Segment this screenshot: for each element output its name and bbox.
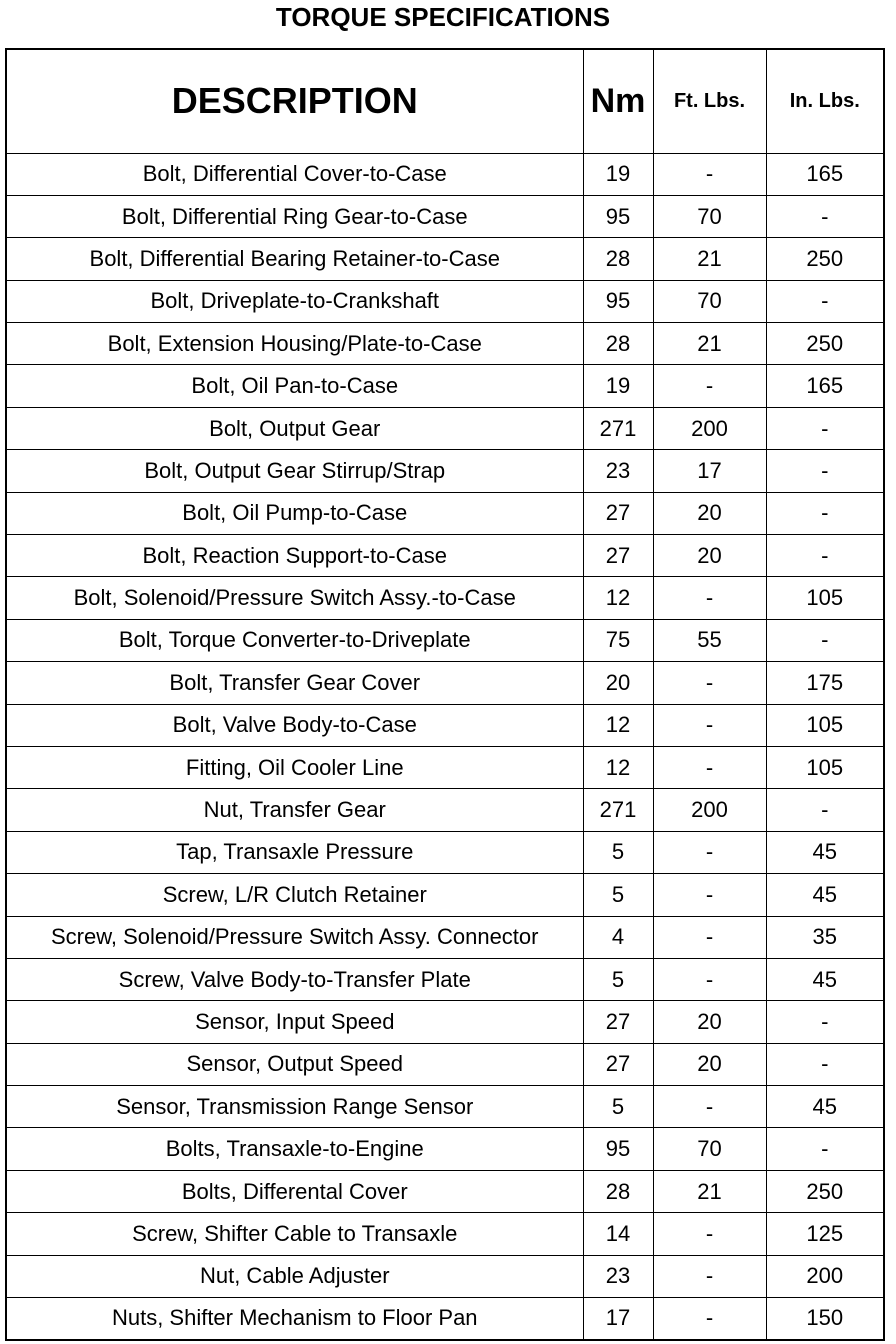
table-row <box>6 704 884 746</box>
table-row <box>6 958 884 1000</box>
cell-nm: 14 <box>583 1213 653 1255</box>
cell-description: Screw, Shifter Cable to Transaxle <box>6 1213 583 1255</box>
table-row <box>6 916 884 958</box>
cell-nm: 95 <box>583 280 653 322</box>
cell-ft-lbs: 70 <box>653 280 766 322</box>
torque-spec-table <box>5 48 885 1341</box>
table-row <box>6 323 884 365</box>
cell-description: Bolt, Solenoid/Pressure Switch Assy.-to-Case <box>6 577 583 619</box>
cell-ft-lbs: - <box>653 831 766 873</box>
column-header-description: DESCRIPTION <box>6 49 583 153</box>
cell-nm: 75 <box>583 619 653 661</box>
cell-ft-lbs: - <box>653 365 766 407</box>
cell-ft-lbs: - <box>653 704 766 746</box>
table-row <box>6 238 884 280</box>
cell-description: Bolts, Transaxle-to-Engine <box>6 1128 583 1170</box>
table-row <box>6 1255 884 1297</box>
cell-in-lbs: 150 <box>766 1298 884 1340</box>
column-header-nm: Nm <box>583 49 653 153</box>
cell-nm: 271 <box>583 407 653 449</box>
cell-nm: 12 <box>583 746 653 788</box>
column-header-in-lbs: In. Lbs. <box>766 49 884 153</box>
cell-ft-lbs: 55 <box>653 619 766 661</box>
cell-description: Sensor, Input Speed <box>6 1001 583 1043</box>
table-row <box>6 1213 884 1255</box>
cell-ft-lbs: 21 <box>653 238 766 280</box>
table-row <box>6 831 884 873</box>
cell-in-lbs: - <box>766 789 884 831</box>
cell-in-lbs: 250 <box>766 1170 884 1212</box>
cell-in-lbs: 45 <box>766 831 884 873</box>
cell-nm: 28 <box>583 238 653 280</box>
cell-in-lbs: 165 <box>766 365 884 407</box>
cell-ft-lbs: - <box>653 1086 766 1128</box>
cell-description: Screw, Solenoid/Pressure Switch Assy. Connector <box>6 916 583 958</box>
cell-ft-lbs: - <box>653 958 766 1000</box>
cell-ft-lbs: - <box>653 916 766 958</box>
cell-nm: 27 <box>583 1043 653 1085</box>
cell-in-lbs: - <box>766 619 884 661</box>
cell-in-lbs: 45 <box>766 1086 884 1128</box>
cell-in-lbs: 175 <box>766 662 884 704</box>
table-row <box>6 280 884 322</box>
cell-description: Bolt, Torque Converter-to-Driveplate <box>6 619 583 661</box>
cell-nm: 12 <box>583 577 653 619</box>
cell-in-lbs: 165 <box>766 153 884 195</box>
table-row <box>6 1086 884 1128</box>
cell-nm: 12 <box>583 704 653 746</box>
table-row <box>6 874 884 916</box>
table-row <box>6 365 884 407</box>
cell-in-lbs: 105 <box>766 704 884 746</box>
cell-ft-lbs: 20 <box>653 1001 766 1043</box>
cell-in-lbs: - <box>766 1128 884 1170</box>
cell-description: Bolt, Oil Pump-to-Case <box>6 492 583 534</box>
cell-nm: 4 <box>583 916 653 958</box>
cell-in-lbs: 125 <box>766 1213 884 1255</box>
cell-description: Bolt, Differential Ring Gear-to-Case <box>6 195 583 237</box>
cell-in-lbs: - <box>766 1043 884 1085</box>
table-row <box>6 1170 884 1212</box>
cell-description: Nuts, Shifter Mechanism to Floor Pan <box>6 1298 583 1340</box>
cell-ft-lbs: 17 <box>653 450 766 492</box>
cell-description: Bolt, Output Gear <box>6 407 583 449</box>
cell-nm: 5 <box>583 874 653 916</box>
cell-nm: 19 <box>583 365 653 407</box>
cell-ft-lbs: 20 <box>653 1043 766 1085</box>
cell-in-lbs: - <box>766 535 884 577</box>
cell-nm: 23 <box>583 450 653 492</box>
table-row <box>6 153 884 195</box>
cell-ft-lbs: - <box>653 874 766 916</box>
cell-in-lbs: - <box>766 1001 884 1043</box>
table-body <box>6 153 884 1340</box>
table-row <box>6 1001 884 1043</box>
table-row <box>6 195 884 237</box>
table-row <box>6 1298 884 1340</box>
cell-nm: 23 <box>583 1255 653 1297</box>
table-row <box>6 407 884 449</box>
cell-description: Nut, Cable Adjuster <box>6 1255 583 1297</box>
cell-in-lbs: 250 <box>766 238 884 280</box>
cell-nm: 95 <box>583 195 653 237</box>
cell-nm: 5 <box>583 1086 653 1128</box>
table-row <box>6 619 884 661</box>
cell-ft-lbs: - <box>653 662 766 704</box>
cell-in-lbs: 250 <box>766 323 884 365</box>
cell-ft-lbs: 21 <box>653 1170 766 1212</box>
cell-description: Sensor, Output Speed <box>6 1043 583 1085</box>
cell-ft-lbs: 200 <box>653 789 766 831</box>
page-title: TORQUE SPECIFICATIONS <box>275 2 611 32</box>
cell-nm: 28 <box>583 323 653 365</box>
cell-ft-lbs: - <box>653 1213 766 1255</box>
cell-description: Bolt, Extension Housing/Plate-to-Case <box>6 323 583 365</box>
cell-in-lbs: - <box>766 407 884 449</box>
table-row <box>6 535 884 577</box>
cell-ft-lbs: - <box>653 153 766 195</box>
cell-in-lbs: 45 <box>766 958 884 1000</box>
column-header-ft-lbs: Ft. Lbs. <box>653 49 766 153</box>
cell-description: Screw, L/R Clutch Retainer <box>6 874 583 916</box>
cell-nm: 27 <box>583 1001 653 1043</box>
table-row <box>6 450 884 492</box>
cell-nm: 271 <box>583 789 653 831</box>
cell-description: Bolt, Differential Bearing Retainer-to-Case <box>6 238 583 280</box>
cell-description: Sensor, Transmission Range Sensor <box>6 1086 583 1128</box>
cell-description: Bolt, Driveplate-to-Crankshaft <box>6 280 583 322</box>
table-row <box>6 577 884 619</box>
table-row <box>6 1043 884 1085</box>
cell-description: Bolts, Differental Cover <box>6 1170 583 1212</box>
cell-description: Fitting, Oil Cooler Line <box>6 746 583 788</box>
cell-description: Nut, Transfer Gear <box>6 789 583 831</box>
cell-description: Bolt, Output Gear Stirrup/Strap <box>6 450 583 492</box>
cell-nm: 27 <box>583 535 653 577</box>
cell-nm: 5 <box>583 831 653 873</box>
cell-in-lbs: 105 <box>766 746 884 788</box>
cell-in-lbs: - <box>766 450 884 492</box>
cell-ft-lbs: - <box>653 1255 766 1297</box>
cell-ft-lbs: 21 <box>653 323 766 365</box>
cell-ft-lbs: 20 <box>653 492 766 534</box>
cell-nm: 28 <box>583 1170 653 1212</box>
cell-in-lbs: 105 <box>766 577 884 619</box>
table-header-row <box>6 49 884 153</box>
table-row <box>6 746 884 788</box>
cell-in-lbs: 45 <box>766 874 884 916</box>
cell-description: Bolt, Reaction Support-to-Case <box>6 535 583 577</box>
cell-in-lbs: - <box>766 195 884 237</box>
cell-ft-lbs: 200 <box>653 407 766 449</box>
table-row <box>6 789 884 831</box>
cell-ft-lbs: 70 <box>653 1128 766 1170</box>
cell-description: Tap, Transaxle Pressure <box>6 831 583 873</box>
table-row <box>6 492 884 534</box>
table-row <box>6 662 884 704</box>
table-row <box>6 1128 884 1170</box>
cell-description: Bolt, Differential Cover-to-Case <box>6 153 583 195</box>
cell-nm: 5 <box>583 958 653 1000</box>
cell-description: Bolt, Valve Body-to-Case <box>6 704 583 746</box>
cell-nm: 27 <box>583 492 653 534</box>
cell-ft-lbs: - <box>653 1298 766 1340</box>
cell-nm: 19 <box>583 153 653 195</box>
cell-in-lbs: 200 <box>766 1255 884 1297</box>
cell-nm: 17 <box>583 1298 653 1340</box>
cell-description: Bolt, Oil Pan-to-Case <box>6 365 583 407</box>
cell-in-lbs: 35 <box>766 916 884 958</box>
cell-ft-lbs: - <box>653 577 766 619</box>
cell-in-lbs: - <box>766 280 884 322</box>
cell-nm: 20 <box>583 662 653 704</box>
cell-ft-lbs: 20 <box>653 535 766 577</box>
cell-in-lbs: - <box>766 492 884 534</box>
cell-description: Screw, Valve Body-to-Transfer Plate <box>6 958 583 1000</box>
cell-description: Bolt, Transfer Gear Cover <box>6 662 583 704</box>
cell-ft-lbs: 70 <box>653 195 766 237</box>
cell-nm: 95 <box>583 1128 653 1170</box>
cell-ft-lbs: - <box>653 746 766 788</box>
